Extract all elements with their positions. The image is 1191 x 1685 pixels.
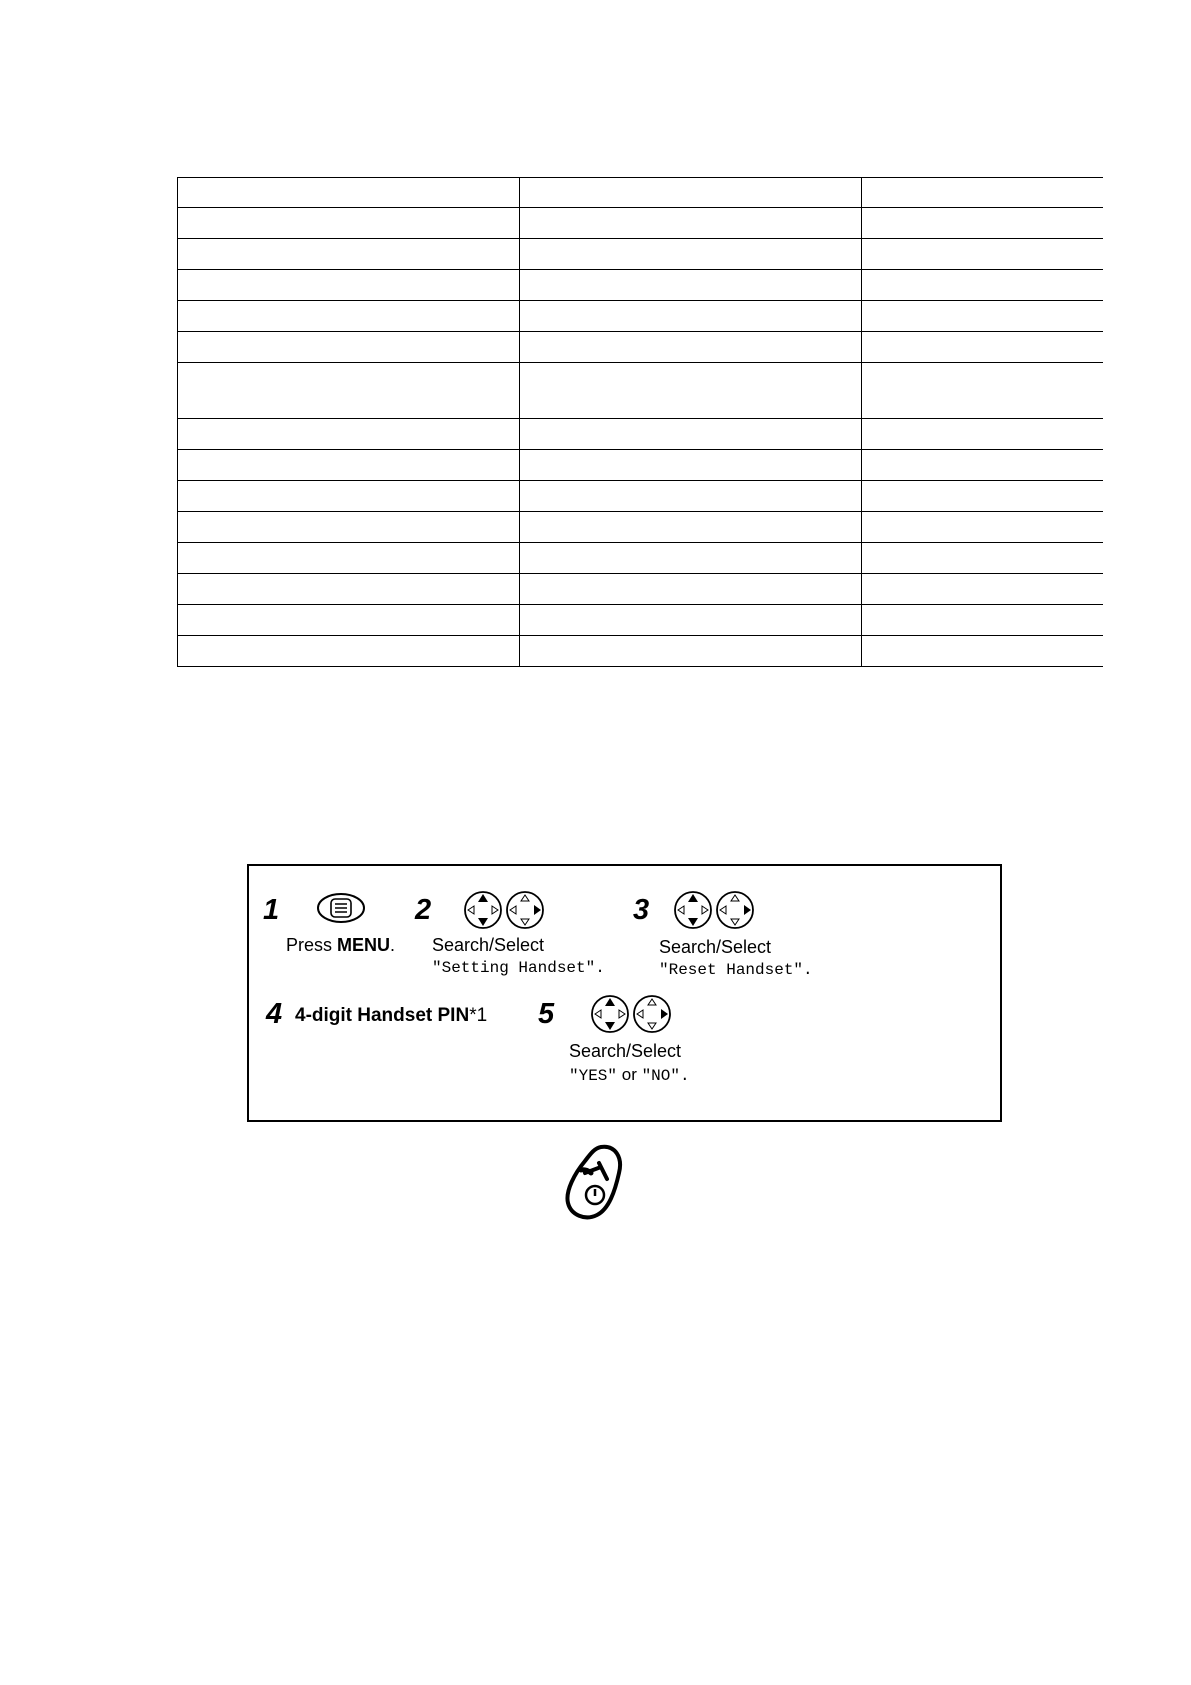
table-row xyxy=(177,511,1103,542)
table-cell xyxy=(177,574,178,604)
navigator-key-icon xyxy=(673,890,757,930)
table-cell xyxy=(177,636,178,666)
table-cell xyxy=(177,332,178,362)
table-cell xyxy=(861,239,862,269)
step-3-value: "Reset Handset". xyxy=(659,961,813,979)
navigator-key-icon xyxy=(590,994,674,1034)
table-row xyxy=(177,480,1103,511)
table-cell xyxy=(177,481,178,511)
table-cell xyxy=(861,636,862,666)
table-cell xyxy=(519,574,520,604)
table-cell xyxy=(861,605,862,635)
table-cell xyxy=(519,419,520,449)
table-cell xyxy=(861,178,862,207)
table-cell xyxy=(861,450,862,480)
table-cell xyxy=(861,208,862,238)
table-row xyxy=(177,604,1103,635)
table-cell xyxy=(861,481,862,511)
step-3-number: 3 xyxy=(633,894,650,926)
table-row xyxy=(177,300,1103,331)
off-end-key-icon xyxy=(563,1143,623,1226)
reset-handset-instructions xyxy=(247,864,1002,1122)
table-cell xyxy=(519,239,520,269)
table-row xyxy=(177,362,1103,418)
table-cell xyxy=(519,270,520,300)
table-cell xyxy=(861,419,862,449)
table-cell xyxy=(177,301,178,331)
table-cell xyxy=(177,543,178,573)
table-cell xyxy=(861,363,862,418)
table-row xyxy=(177,418,1103,449)
table-row xyxy=(177,207,1103,238)
navigator-key-icon xyxy=(463,890,547,930)
table-row xyxy=(177,573,1103,604)
table-row xyxy=(177,635,1103,667)
step-4-label: 4-digit Handset PIN*1 xyxy=(295,1005,488,1026)
empty-table xyxy=(177,177,1103,667)
step-3-caption: Search/Select xyxy=(659,937,772,957)
table-cell xyxy=(177,450,178,480)
table-cell xyxy=(861,332,862,362)
step-1-number: 1 xyxy=(263,894,280,926)
table-cell xyxy=(519,450,520,480)
table-cell xyxy=(519,208,520,238)
table-cell xyxy=(861,512,862,542)
table-cell xyxy=(861,543,862,573)
table-cell xyxy=(177,363,178,418)
table-cell xyxy=(519,605,520,635)
step-4-number: 4 xyxy=(266,998,283,1030)
table-cell xyxy=(519,543,520,573)
table-cell xyxy=(519,481,520,511)
table-cell xyxy=(861,574,862,604)
menu-key-icon xyxy=(316,892,366,924)
step-5-caption: Search/Select xyxy=(569,1041,682,1061)
table-cell xyxy=(519,363,520,418)
step-2-value: "Setting Handset". xyxy=(432,959,605,977)
table-cell xyxy=(177,605,178,635)
step-5-number: 5 xyxy=(538,998,555,1030)
table-cell xyxy=(519,178,520,207)
table-cell xyxy=(177,239,178,269)
table-cell xyxy=(177,270,178,300)
table-cell xyxy=(177,512,178,542)
table-cell xyxy=(177,419,178,449)
step-1-caption: Press MENU. xyxy=(286,935,396,955)
table-row xyxy=(177,269,1103,300)
table-cell xyxy=(519,512,520,542)
table-cell xyxy=(519,636,520,666)
step-2-number: 2 xyxy=(415,894,432,926)
table-row xyxy=(177,542,1103,573)
table-row xyxy=(177,331,1103,362)
step-5-value: "YES" or "NO". xyxy=(569,1065,690,1085)
table-cell xyxy=(519,301,520,331)
table-cell xyxy=(177,208,178,238)
table-cell xyxy=(861,301,862,331)
table-cell xyxy=(861,270,862,300)
step-2-caption: Search/Select xyxy=(432,935,545,955)
table-row xyxy=(177,238,1103,269)
table-cell xyxy=(177,178,178,207)
table-row xyxy=(177,449,1103,480)
table-row xyxy=(177,177,1103,207)
table-cell xyxy=(519,332,520,362)
